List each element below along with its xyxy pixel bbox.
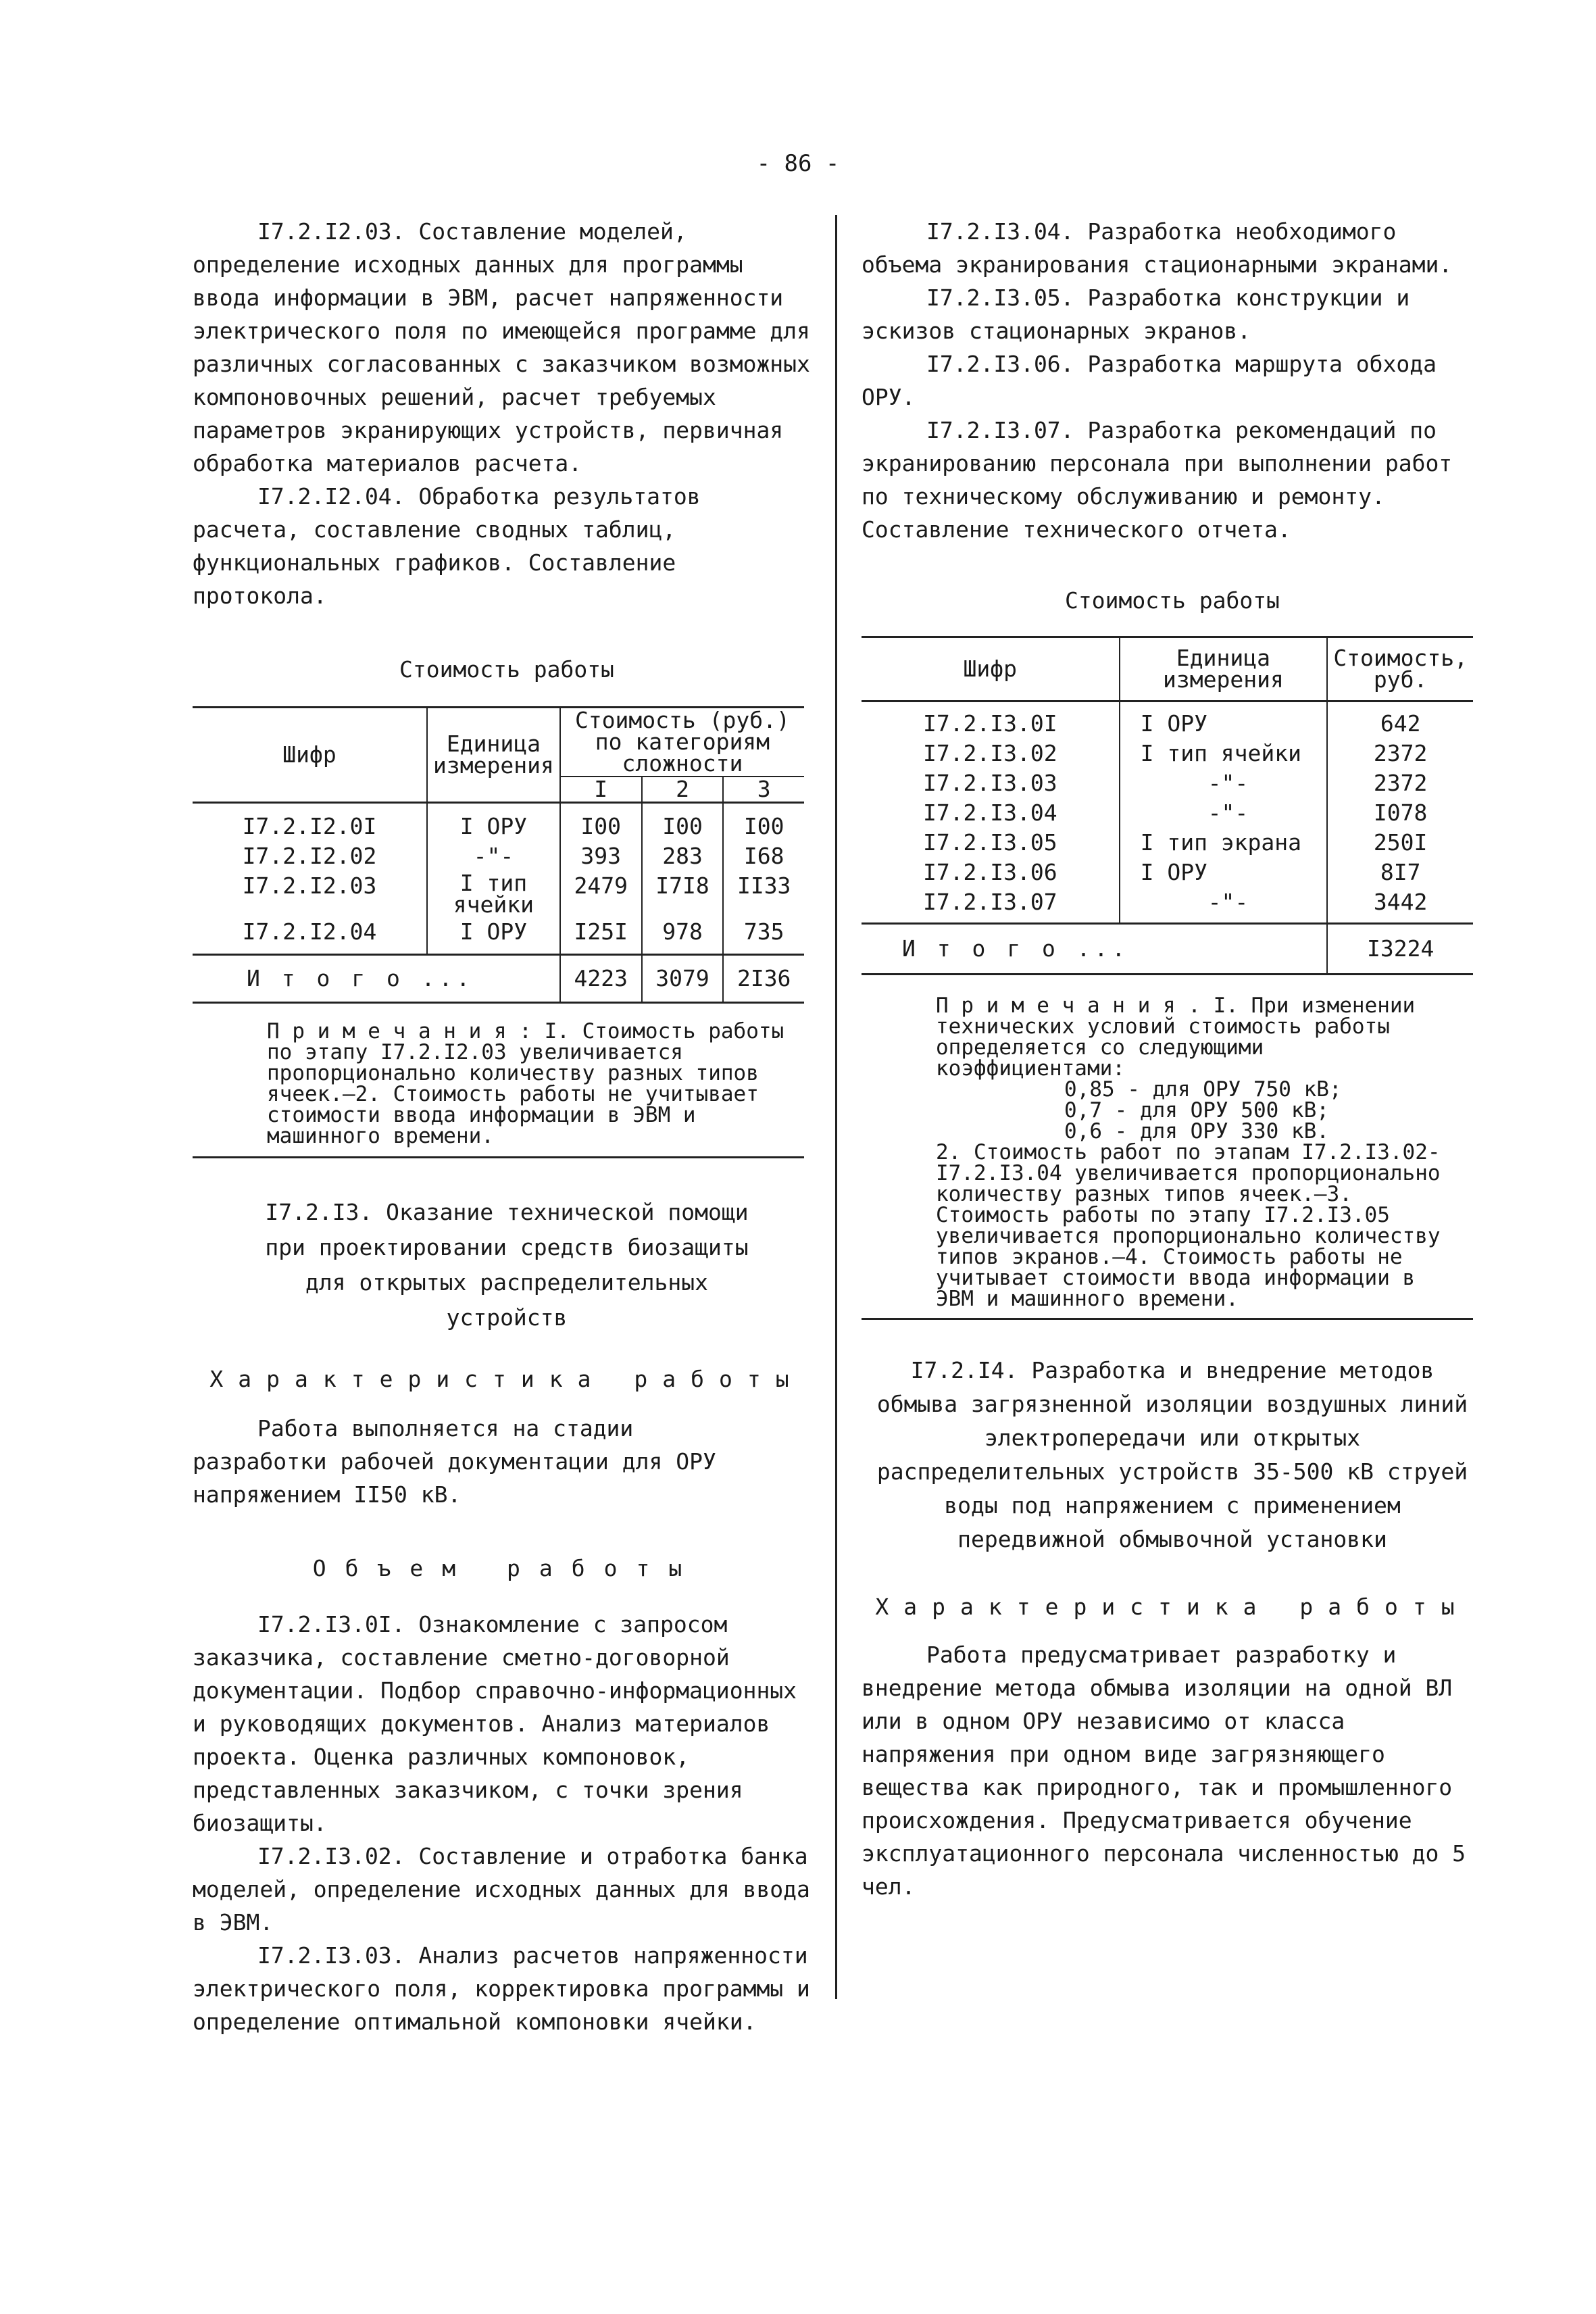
cell-code: I7.2.I3.04 — [862, 798, 1120, 828]
coefficient-line: 0,7 - для ОРУ 500 кВ; — [1064, 1098, 1329, 1123]
cell-code: I7.2.I3.03 — [862, 768, 1120, 798]
table-row — [193, 871, 804, 917]
notes-12 — [267, 1021, 801, 1147]
paragraph-13-05: I7.2.I3.05. Разработка конструкции и эскизов стационарных экранов. — [862, 285, 1410, 344]
cell-code: I7.2.I2.03 — [193, 871, 427, 917]
cell-unit: I тип ячейки — [427, 871, 560, 917]
table-row — [193, 803, 804, 842]
cell-unit: I ОРУ — [427, 917, 560, 955]
cost-table-12 — [193, 706, 804, 1004]
cell-unit: I ОРУ — [427, 803, 560, 842]
col-header-cat3: 3 — [757, 776, 771, 802]
table-row — [862, 768, 1473, 798]
paragraph-13-01: I7.2.I3.0I. Ознакомление с запросом заказчика, составление сметно-договорной документации. Подбор справочно-информационных и руководящих документов. Анализ материалов проекта. Оценка различных компоновок, представленных заказчиком, с точки зрения биозащиты. — [193, 1611, 797, 1836]
divider-rule — [862, 1318, 1473, 1320]
characteristics-text: Работа предусматривает разработку и внедрение метода обмыва изоляции на одной ВЛ или в одном ОРУ независимо от класса напряжения при одном виде загрязняющего вещества как природного, так и промышленного происхождения. Предусматривается обучение эксплуатационного персонала численностью до 5 чел. — [862, 1642, 1466, 1900]
cell-value: 283 — [642, 841, 724, 871]
cell-unit: I тип экрана — [1120, 828, 1328, 858]
heading-characteristics: Характеристика работы — [209, 1366, 804, 1392]
total-value: 2I36 — [737, 965, 791, 991]
cell-value: 2372 — [1373, 740, 1428, 766]
col-header-cost: Стоимость (руб.) по категориям сложности — [560, 708, 804, 777]
table-row — [193, 841, 804, 871]
table-row — [862, 858, 1473, 887]
total-row — [193, 955, 804, 1003]
coefficient-line: 0,6 - для ОРУ 330 кВ. — [1064, 1119, 1329, 1143]
cell-value: I00 — [642, 803, 724, 842]
cell-value: 2372 — [1373, 770, 1428, 796]
paragraph-12-03: I7.2.I2.03. Составление моделей, определение исходных данных для программы ввода информации в ЭВМ, расчет напряженности электрического поля по имеющейся программе для различных согласованных с заказчиком возможных компоновочных решений, расчет требуемых параметров экранирующих устройств, первичная обработка материалов расчета. — [193, 218, 810, 476]
heading-characteristics: Характеристика работы — [875, 1594, 1470, 1620]
cost-title: Стоимость работы — [399, 656, 614, 683]
characteristics-text: Работа выполняется на стадии разработки рабочей документации для ОРУ напряжением II50 кВ. — [193, 1415, 716, 1508]
table-row — [862, 701, 1473, 739]
cell-value: I00 — [743, 813, 784, 839]
cell-unit: I ОРУ — [1120, 701, 1328, 739]
cost-table-13 — [862, 636, 1473, 975]
cell-unit: -"- — [1120, 798, 1328, 828]
page-number: - 86 - — [756, 150, 840, 177]
table-row — [862, 798, 1473, 828]
cell-value: I25I — [560, 917, 642, 955]
table-row — [862, 828, 1473, 858]
notes-label: П р и м е ч а н и я — [936, 993, 1176, 1018]
total-value: 4223 — [560, 955, 642, 1003]
total-value: I3224 — [1366, 935, 1435, 962]
coefficient-line: 0,85 - для ОРУ 750 кВ; — [1064, 1077, 1342, 1102]
paragraph-13-04: I7.2.I3.04. Разработка необходимого объема экранирования стационарными экранами. — [862, 218, 1453, 278]
right-column — [862, 215, 1483, 1903]
table-row — [862, 887, 1473, 924]
cell-value: 250I — [1373, 829, 1428, 856]
col-header-unit: Единица измерения — [1120, 637, 1328, 701]
cell-unit: I тип ячейки — [1120, 739, 1328, 768]
notes-label: П р и м е ч а н и я — [267, 1019, 507, 1043]
section-title-14: I7.2.I4. Разработка и внедрение методов обмыва загрязненной изоляции воздушных линий электропередачи или открытых распределительных устройств 35-500 кВ струей воды под напряжением с применением передвижной обмывочной установки — [876, 1357, 1468, 1552]
notes-text-1: . I. При изменении технических условий стоимость работы определяется со следующими коэффициентами: — [936, 993, 1416, 1081]
cell-value: 2479 — [560, 871, 642, 917]
col-header-unit: Единица измерения — [427, 708, 560, 803]
cell-code: I7.2.I3.05 — [862, 828, 1120, 858]
col-header-cost: Стоимость, руб. — [1333, 645, 1468, 693]
table-row — [862, 739, 1473, 768]
total-label: И т о г о ... — [862, 924, 1327, 975]
cell-code: I7.2.I3.02 — [862, 739, 1120, 768]
left-column — [193, 215, 821, 2038]
cell-unit: -"- — [427, 841, 560, 871]
paragraph-13-02: I7.2.I3.02. Составление и отработка банка моделей, определение исходных данных для ввода в ЭВМ. — [193, 1843, 810, 1936]
heading-volume: Объем работы — [312, 1555, 701, 1581]
cell-value: 8I7 — [1380, 859, 1421, 885]
cell-value: 978 — [642, 917, 724, 955]
table-row — [193, 917, 804, 955]
cell-value: I7I8 — [642, 871, 724, 917]
total-value: 3079 — [642, 955, 724, 1003]
cell-value: 393 — [560, 841, 642, 871]
cell-value: 642 — [1380, 710, 1421, 737]
cell-value: 3442 — [1373, 889, 1428, 915]
notes-text-2: 2. Стоимость работ по этапам I7.2.I3.02-I7.2.I3.04 увеличивается пропорционально количеству разных типов ячеек.–3. Стоимость работы по этапу I7.2.I3.05 увеличивается пропорционально количеству типов экранов.–4. Стоимость работы не учитывает стоимости ввода информации в ЭВМ и машинного времени. — [936, 1140, 1441, 1311]
cell-code: I7.2.I2.02 — [193, 841, 427, 871]
notes-text: : I. Стоимость работы по этапу I7.2.I2.03 увеличивается пропорционально количеству разных типов ячеек.–2. Стоимость работы не учитывает стоимости ввода информации в ЭВМ и машинного времени. — [267, 1019, 784, 1148]
section-title-13: I7.2.I3. Оказание технической помощи при проектировании средств биозащиты для открытых распределительных устройств — [265, 1199, 749, 1331]
total-row — [862, 924, 1473, 975]
paragraph-13-06: I7.2.I3.06. Разработка маршрута обхода ОРУ. — [862, 351, 1437, 410]
paragraph-13-07: I7.2.I3.07. Разработка рекомендаций по экранированию персонала при выполнении работ по техническому обслуживанию и ремонту. Составление технического отчета. — [862, 417, 1453, 543]
cell-value: II33 — [737, 872, 791, 899]
col-header-code: Шифр — [193, 708, 427, 803]
cell-unit: -"- — [1120, 768, 1328, 798]
cell-code: I7.2.I2.0I — [193, 803, 427, 842]
paragraph-12-04: I7.2.I2.04. Обработка результатов расчета, составление сводных таблиц, функциональных графиков. Составление протокола. — [193, 483, 701, 609]
cost-title: Стоимость работы — [1065, 587, 1280, 614]
notes-13 — [936, 995, 1456, 1310]
column-divider — [835, 215, 837, 1999]
cell-value: I078 — [1373, 799, 1428, 826]
total-label: И т о г о ... — [193, 955, 560, 1003]
cell-code: I7.2.I3.07 — [862, 887, 1120, 924]
cell-code: I7.2.I2.04 — [193, 917, 427, 955]
cell-unit: I ОРУ — [1120, 858, 1328, 887]
cell-value: I00 — [560, 803, 642, 842]
cell-unit: -"- — [1120, 887, 1328, 924]
col-header-cat1: I — [560, 777, 642, 803]
col-header-cat2: 2 — [642, 777, 724, 803]
cell-value: I68 — [743, 843, 784, 869]
cell-code: I7.2.I3.0I — [862, 701, 1120, 739]
cell-value: 735 — [743, 918, 784, 945]
paragraph-13-03: I7.2.I3.03. Анализ расчетов напряженности электрического поля, корректировка программы и определение оптимальной компоновки ячейки. — [193, 1942, 810, 2035]
cell-code: I7.2.I3.06 — [862, 858, 1120, 887]
col-header-code: Шифр — [862, 637, 1120, 701]
divider-rule — [193, 1156, 804, 1158]
